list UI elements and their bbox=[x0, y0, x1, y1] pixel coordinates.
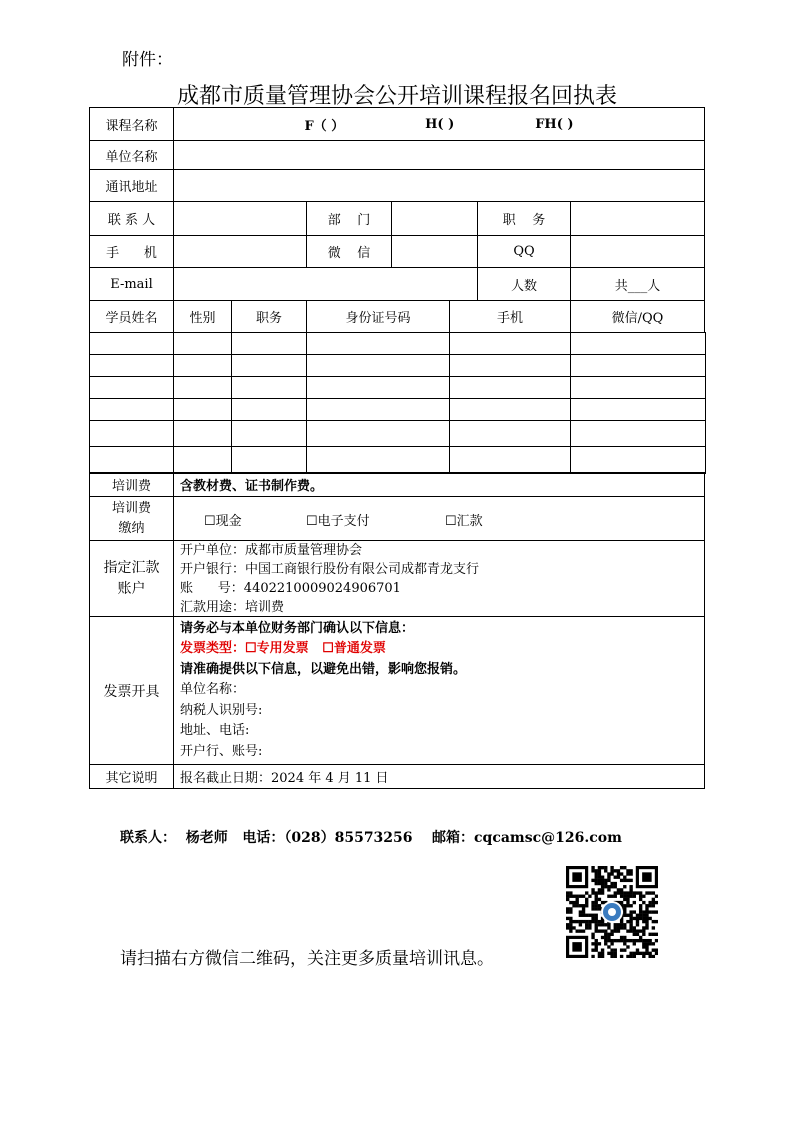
invoice-bank-account[interactable]: 开户行、账号: bbox=[180, 743, 263, 759]
student-cell[interactable] bbox=[173, 376, 232, 399]
department-field[interactable] bbox=[391, 201, 478, 236]
payment-electronic-checkbox[interactable]: ☐电子支付 bbox=[306, 514, 370, 529]
student-cell[interactable] bbox=[173, 398, 232, 421]
payment-cash-checkbox[interactable]: ☐现金 bbox=[204, 514, 242, 529]
account-label-2: 账户 bbox=[117, 580, 146, 597]
invoice-type-options[interactable]: 发票类型：☐专用发票 ☐普通发票 bbox=[180, 641, 386, 657]
student-cell[interactable] bbox=[449, 398, 571, 421]
student-cell[interactable] bbox=[231, 332, 307, 355]
student-cell[interactable] bbox=[449, 376, 571, 399]
fee-label: 培训费 bbox=[89, 472, 174, 497]
student-cell[interactable] bbox=[231, 420, 307, 447]
page-title: 成都市质量管理协会公开培训课程报名回执表 bbox=[176, 84, 617, 109]
position-field[interactable] bbox=[570, 201, 705, 236]
mobile-label: 手 机 bbox=[89, 235, 174, 268]
student-cell[interactable] bbox=[570, 446, 706, 474]
student-cell[interactable] bbox=[570, 398, 706, 421]
contact-label: 联 系 人 bbox=[89, 201, 174, 236]
account-label-1: 指定汇款 bbox=[103, 559, 160, 576]
footer-contact: 联系人： 杨老师 电话：（028）85573256 邮箱：cqcamsc@126.com bbox=[120, 830, 622, 846]
student-cell[interactable] bbox=[306, 446, 450, 474]
account-number: 账 号：4402210009024906701 bbox=[180, 580, 401, 596]
address-field[interactable] bbox=[173, 169, 705, 202]
student-cell[interactable] bbox=[306, 354, 450, 377]
student-cell[interactable] bbox=[89, 354, 174, 377]
student-header-position: 职务 bbox=[231, 300, 307, 333]
student-cell[interactable] bbox=[173, 332, 232, 355]
qr-code-icon bbox=[566, 866, 658, 958]
student-cell[interactable] bbox=[173, 446, 232, 474]
payment-transfer-checkbox[interactable]: ☐汇款 bbox=[445, 514, 483, 529]
account-purpose: 汇款用途：培训费 bbox=[180, 599, 285, 615]
course-options[interactable] bbox=[173, 107, 705, 141]
headcount-label: 人数 bbox=[477, 267, 571, 301]
payment-options bbox=[173, 496, 705, 541]
mobile-field[interactable] bbox=[173, 235, 307, 268]
student-cell[interactable] bbox=[231, 354, 307, 377]
student-cell[interactable] bbox=[231, 376, 307, 399]
position-label: 职 务 bbox=[477, 201, 571, 236]
payment-label-1: 培训费 bbox=[111, 500, 151, 516]
payment-label bbox=[89, 496, 174, 541]
wechat-field[interactable] bbox=[391, 235, 478, 268]
student-cell[interactable] bbox=[449, 332, 571, 355]
student-cell[interactable] bbox=[570, 332, 706, 355]
invoice-address-phone[interactable]: 地址、电话: bbox=[180, 723, 250, 739]
invoice-confirm-note: 请务必与本单位财务部门确认以下信息： bbox=[180, 620, 415, 636]
course-option-h[interactable]: H( ) bbox=[425, 116, 455, 132]
student-cell[interactable] bbox=[89, 332, 174, 355]
student-cell[interactable] bbox=[89, 446, 174, 474]
email-field[interactable] bbox=[173, 267, 478, 301]
course-option-f[interactable]: F（ ） bbox=[304, 118, 345, 134]
email-label: E-mail bbox=[89, 267, 174, 301]
student-header-gender: 性别 bbox=[173, 300, 232, 333]
headcount-field[interactable]: 共___人 bbox=[570, 267, 705, 301]
student-header-mobile: 手机 bbox=[449, 300, 571, 333]
course-option-fh[interactable]: FH( ) bbox=[535, 116, 574, 132]
student-header-wechat: 微信/QQ bbox=[570, 300, 705, 333]
other-label: 其它说明 bbox=[89, 764, 174, 789]
student-cell[interactable] bbox=[306, 398, 450, 421]
student-cell[interactable] bbox=[449, 354, 571, 377]
student-cell[interactable] bbox=[231, 398, 307, 421]
student-cell[interactable] bbox=[449, 446, 571, 474]
footer-scan-note: 请扫描右方微信二维码，关注更多质量培训讯息。 bbox=[120, 949, 494, 969]
invoice-details bbox=[173, 616, 705, 765]
student-cell[interactable] bbox=[449, 420, 571, 447]
student-cell[interactable] bbox=[231, 446, 307, 474]
invoice-label: 发票开具 bbox=[89, 616, 174, 765]
account-unit: 开户单位：成都市质量管理协会 bbox=[180, 542, 363, 558]
address-label: 通讯地址 bbox=[89, 169, 174, 202]
course-name-label: 课程名称 bbox=[89, 107, 174, 141]
student-cell[interactable] bbox=[89, 398, 174, 421]
unit-name-label: 单位名称 bbox=[89, 140, 174, 170]
student-cell[interactable] bbox=[173, 354, 232, 377]
invoice-tax-id[interactable]: 纳税人识别号: bbox=[180, 702, 263, 718]
other-value: 报名截止日期：2024 年 4 月 11 日 bbox=[173, 764, 705, 789]
attachment-label: 附件： bbox=[122, 50, 173, 70]
student-cell[interactable] bbox=[306, 376, 450, 399]
student-cell[interactable] bbox=[570, 420, 706, 447]
student-cell[interactable] bbox=[89, 420, 174, 447]
wechat-label: 微 信 bbox=[306, 235, 392, 268]
student-header-id: 身份证号码 bbox=[306, 300, 450, 333]
qq-label: QQ bbox=[477, 235, 571, 268]
account-label bbox=[89, 540, 174, 617]
department-label: 部 门 bbox=[306, 201, 392, 236]
account-details bbox=[173, 540, 705, 617]
student-cell[interactable] bbox=[570, 376, 706, 399]
qq-field[interactable] bbox=[570, 235, 705, 268]
payment-label-2: 缴纳 bbox=[118, 520, 145, 536]
student-cell[interactable] bbox=[306, 332, 450, 355]
fee-value: 含教材费、证书制作费。 bbox=[173, 472, 705, 497]
student-cell[interactable] bbox=[89, 376, 174, 399]
unit-name-field[interactable] bbox=[173, 140, 705, 170]
student-header-name: 学员姓名 bbox=[89, 300, 174, 333]
student-cell[interactable] bbox=[306, 420, 450, 447]
invoice-unit-name[interactable]: 单位名称： bbox=[180, 682, 246, 698]
student-cell[interactable] bbox=[173, 420, 232, 447]
student-cell[interactable] bbox=[570, 354, 706, 377]
contact-field[interactable] bbox=[173, 201, 307, 236]
account-bank: 开户银行：中国工商银行股份有限公司成都青龙支行 bbox=[180, 561, 480, 577]
invoice-accuracy-note: 请准确提供以下信息，以避免出错，影响您报销。 bbox=[180, 661, 467, 677]
